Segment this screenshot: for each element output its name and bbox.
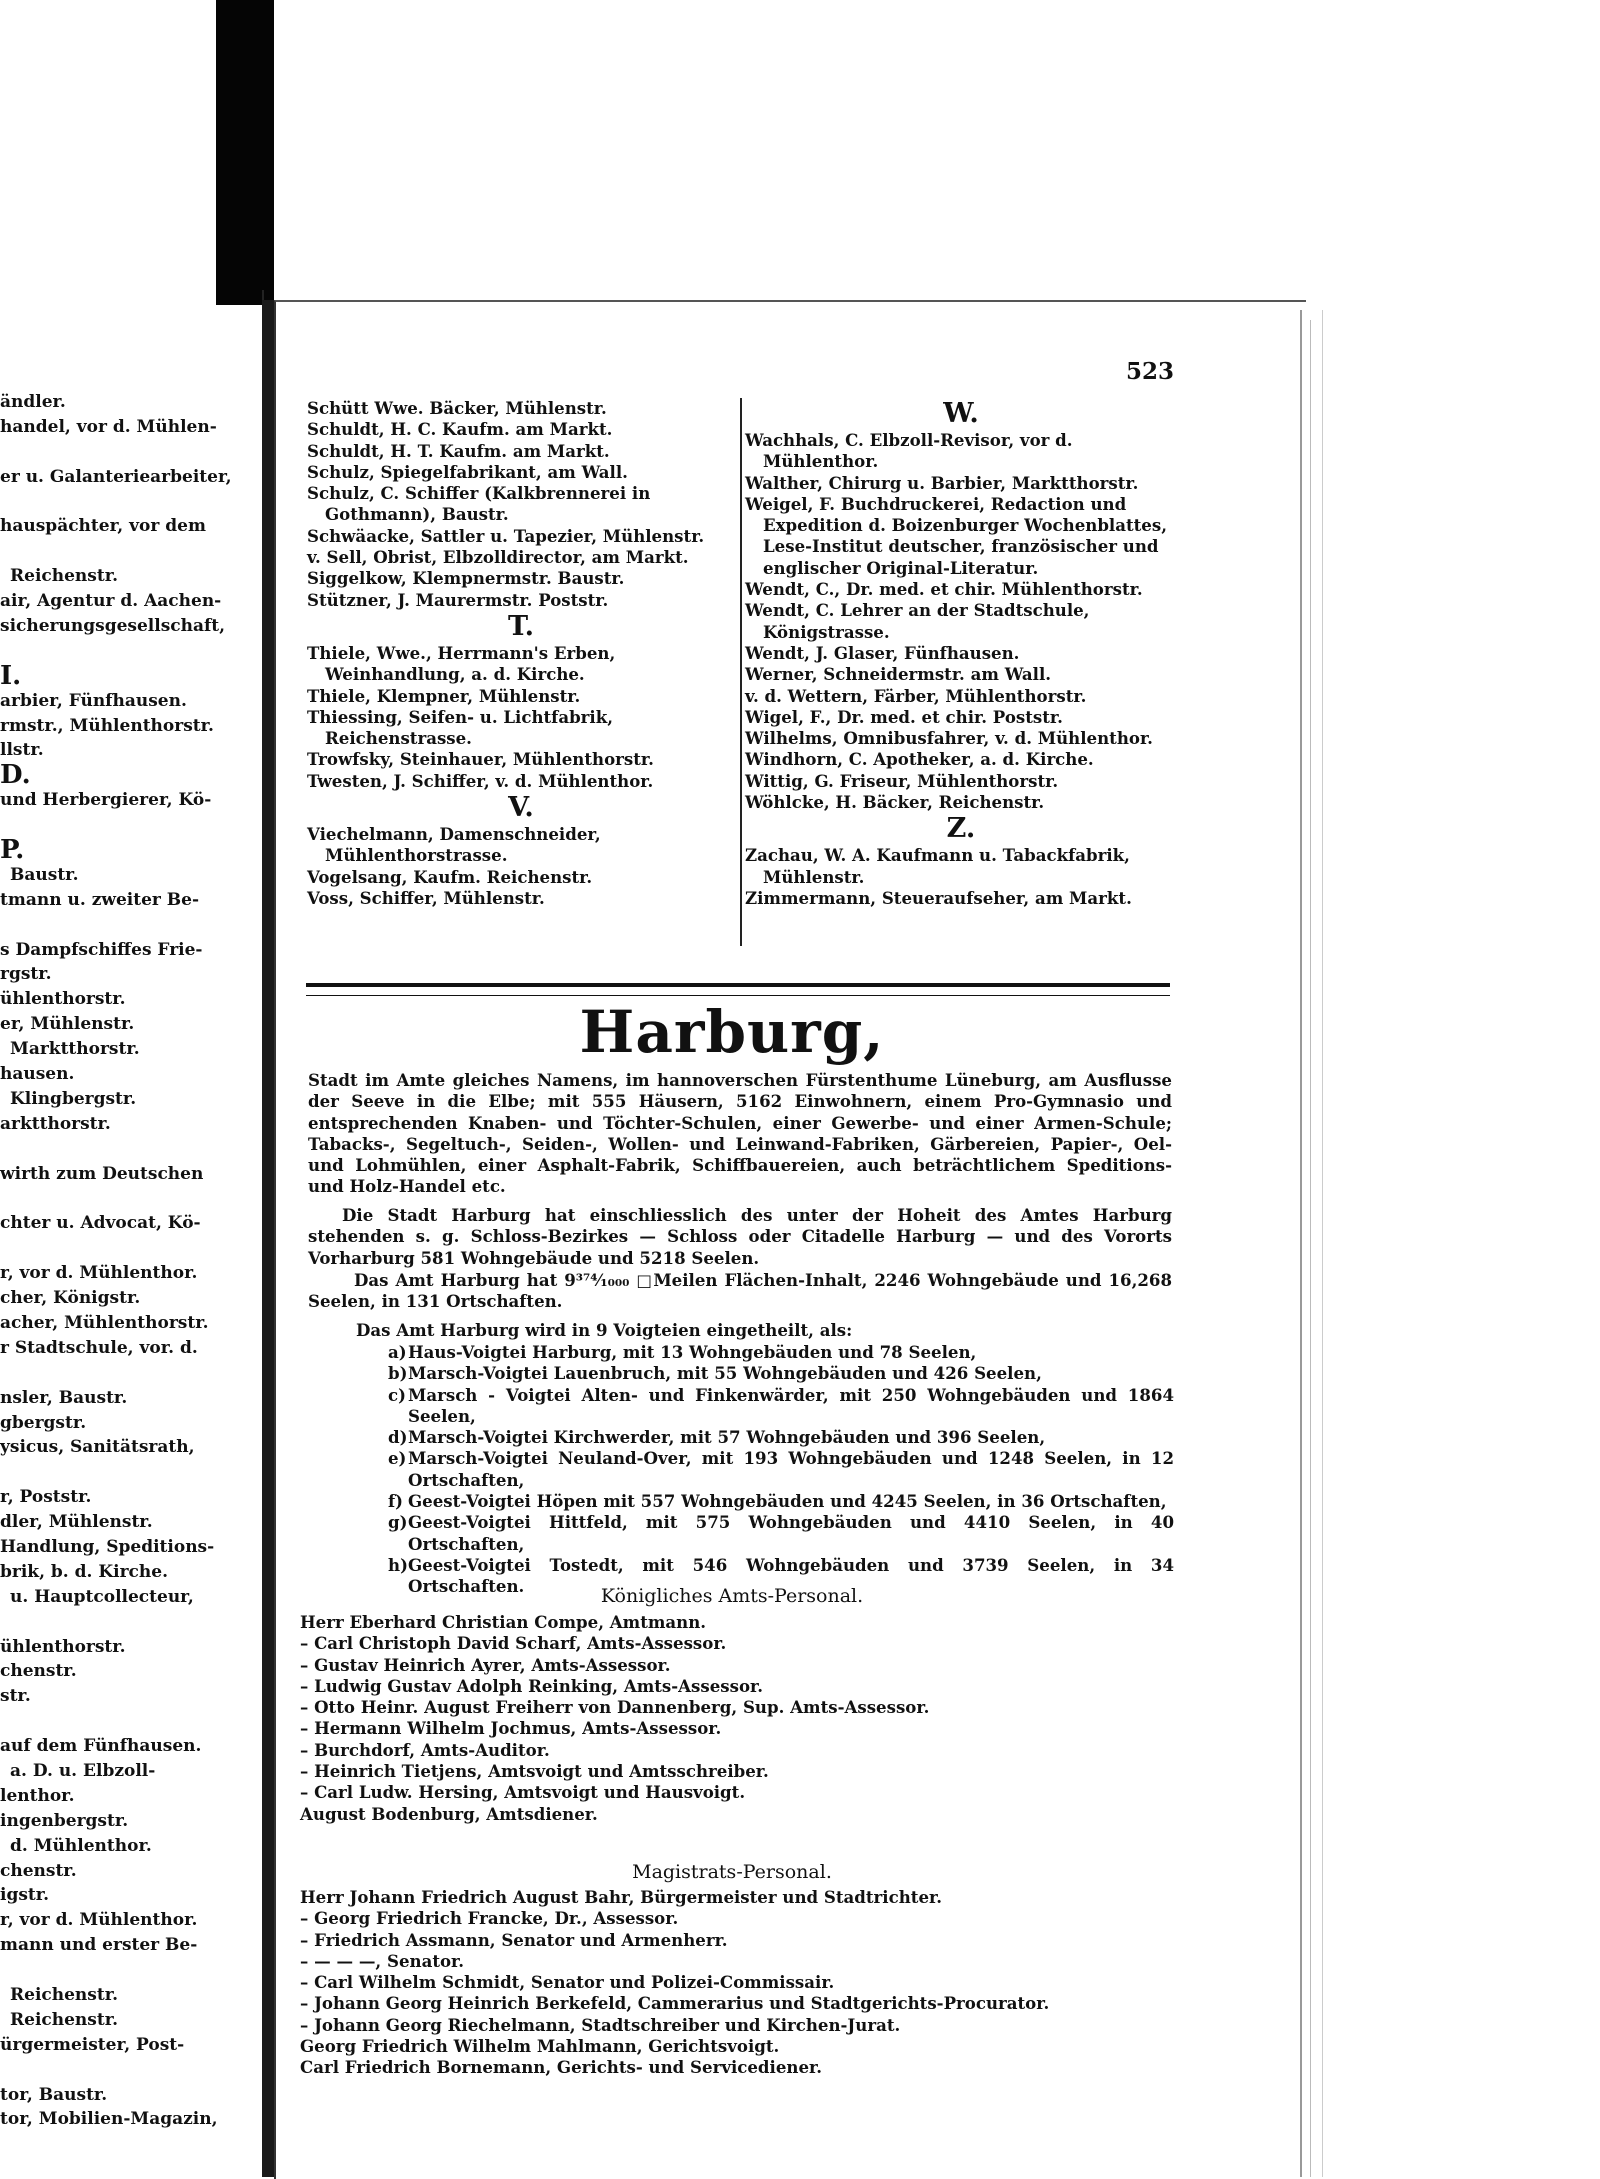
left-page-line: auf dem Fünfhausen. (0, 1736, 202, 1757)
left-page-line: chenstr. (0, 1860, 77, 1881)
left-page-line: chenstr. (0, 1661, 77, 1682)
personnel-entry: August Bodenburg, Amtsdiener. (300, 1803, 598, 1824)
letter-heading-z: Z. (946, 813, 976, 845)
section-rule (306, 983, 1170, 996)
magistrat-personal-list (300, 1887, 1200, 2079)
left-page-line: r, vor d. Mühlenthor. (0, 1263, 198, 1284)
left-page-line: arktthorstr. (0, 1113, 111, 1134)
page-edges-inner (1310, 320, 1319, 2177)
directory-entry: Trowfsky, Steinhauer, Mühlenthorstr. (307, 749, 654, 770)
left-page-line (0, 440, 262, 465)
voigtei-text: Haus-Voigtei Harburg, mit 13 Wohngebäuden und 78 Seelen, (408, 1342, 977, 1362)
left-page-line: ingenbergstr. (0, 1810, 129, 1831)
directory-entry: v. d. Wettern, Färber, Mühlenthorstr. (745, 685, 1087, 706)
directory-entry: Schuldt, H. T. Kaufm. am Markt. (307, 440, 610, 461)
directory-entry: Siggelkow, Klempnermstr. Baustr. (307, 568, 625, 589)
left-page-line: und Herbergierer, Kö- (0, 790, 212, 811)
left-page-line: sicherungsgesellschaft, (0, 616, 226, 637)
left-page-line (0, 1137, 262, 1162)
left-page-line: arbier, Fünfhausen. (0, 690, 187, 711)
personnel-entry: – Carl Christoph David Scharf, Amts-Assessor. (300, 1633, 727, 1654)
voigtei-item (388, 1385, 1174, 1428)
left-page-line (0, 1187, 262, 1212)
left-page-line (0, 1958, 262, 1983)
left-page-line: Marktthorstr. (10, 1039, 140, 1060)
directory-entry: Twesten, J. Schiffer, v. d. Mühlenthor. (307, 770, 654, 791)
directory-entry: v. Sell, Obrist, Elbzolldirector, am Markt. (307, 547, 689, 568)
directory-entry: Wigel, F., Dr. med. et chir. Poststr. (745, 706, 1063, 727)
voigtei-label: e) (388, 1448, 407, 1469)
personnel-entry: Carl Friedrich Bornemann, Gerichts- und Servicediener. (300, 2057, 823, 2078)
left-page-line: ysicus, Sanitätsrath, (0, 1437, 195, 1458)
left-page-line (0, 490, 262, 515)
directory-entry: Schulz, C. Schiffer (Kalkbrennerei in Gothmann), Baustr. (307, 483, 651, 525)
personnel-entry: – Gustav Heinrich Ayrer, Amts-Assessor. (300, 1654, 671, 1675)
left-page-line (0, 2132, 262, 2157)
directory-entry: Wittig, G. Friseur, Mühlenthorstr. (745, 770, 1059, 791)
left-page-line: hausen. (0, 1064, 75, 1085)
directory-entry: Viechelmann, Damenschneider, Mühlenthorstrasse. (307, 824, 601, 866)
voigtei-item (388, 1491, 1174, 1512)
voigtei-label: g) (388, 1512, 408, 1533)
left-page-line: r, Poststr. (0, 1487, 92, 1508)
voigtei-label: a) (388, 1342, 407, 1362)
voigtei-item (388, 1512, 1174, 1555)
personnel-entry: – Georg Friedrich Francke, Dr., Assessor. (300, 1908, 679, 1929)
personnel-entry: Herr Eberhard Christian Compe, Amtmann. (300, 1612, 707, 1632)
voigteien-list (388, 1342, 1174, 1598)
directory-entry: Stützner, J. Maurermstr. Poststr. (307, 589, 609, 610)
left-page-line: ühlenthorstr. (0, 989, 126, 1010)
left-page-line: air, Agentur d. Aachen- (0, 591, 222, 612)
left-page-line: str. (0, 1686, 31, 1707)
left-page-line: P. (0, 838, 25, 863)
letter-heading-v: V. (508, 792, 534, 824)
left-page-line: tor, Baustr. (0, 2084, 108, 2105)
left-page-line: gbergstr. (0, 1412, 87, 1433)
personnel-entry: Georg Friedrich Wilhelm Mahlmann, Gerichtsvoigt. (300, 2036, 780, 2057)
directory-entry: Wendt, C., Dr. med. et chir. Mühlenthorstr. (745, 579, 1143, 600)
left-page-line: Reichenstr. (10, 1985, 119, 2005)
left-page-line: s Dampfschiffes Frie- (0, 939, 203, 960)
voigtei-label: b) (388, 1363, 408, 1384)
left-page-line (0, 913, 262, 938)
amt-personal-list (300, 1612, 1200, 1825)
left-page-line (0, 1610, 262, 1635)
voigtei-item (388, 1448, 1174, 1491)
left-page-line (0, 2058, 262, 2083)
directory-entry: Schuldt, H. C. Kaufm. am Markt. (307, 419, 613, 440)
personnel-entry: – — — —, Senator. (300, 1950, 465, 1971)
left-page-line: dler, Mühlenstr. (0, 1512, 153, 1533)
left-page-line: Handlung, Speditions- (0, 1536, 215, 1557)
left-page-line (0, 1709, 262, 1734)
left-page-line: d. Mühlenthor. (10, 1835, 152, 1856)
amt-personal-heading: Königliches Amts-Personal. (600, 1585, 864, 1607)
left-page-line: tmann u. zweiter Be- (0, 889, 200, 910)
left-page-line: ühlenthorstr. (0, 1636, 126, 1657)
left-page-line: ändler. (0, 392, 66, 412)
left-page-line: I. (0, 663, 22, 689)
left-page-line (0, 1236, 262, 1261)
left-page-line: Reichenstr. (10, 566, 119, 587)
directory-entry: Wöhlcke, H. Bäcker, Reichenstr. (745, 792, 1045, 813)
left-page-text (0, 390, 262, 2157)
personnel-entry: Herr Johann Friedrich August Bahr, Bürgermeister und Stadtrichter. (300, 1887, 942, 1907)
voigtei-text: Marsch-Voigtei Lauenbruch, mit 55 Wohngebäuden und 426 Seelen, (408, 1363, 1042, 1384)
voigtei-item (388, 1363, 1174, 1384)
left-page-line: brik, b. d. Kirche. (0, 1561, 168, 1582)
directory-entry: Weigel, F. Buchdruckerei, Redaction und Expedition d. Boizenburger Wochenblattes, Lese-Institut deutscher, französischer und englischer Original-Literatur. (745, 493, 1167, 578)
entries-z (745, 845, 1177, 909)
left-page-line: chter u. Advocat, Kö- (0, 1213, 201, 1234)
left-page-line: r Stadtschule, vor. d. (0, 1337, 198, 1358)
left-page-line: igstr. (0, 1885, 50, 1906)
personnel-entry: – Otto Heinr. August Freiherr von Dannenberg, Sup. Amts-Assessor. (300, 1697, 930, 1718)
left-page (0, 290, 264, 2177)
directory-entry: Zimmermann, Steueraufseher, am Markt. (745, 887, 1132, 908)
left-page-line: ürgermeister, Post- (0, 2034, 185, 2055)
directory-entry: Schütt Wwe. Bäcker, Mühlenstr. (307, 398, 607, 418)
page-number: 523 (1126, 358, 1175, 385)
left-page-line (0, 1460, 262, 1485)
left-page-line: D. (0, 763, 31, 789)
personnel-entry: – Carl Wilhelm Schmidt, Senator und Polizei-Commissair. (300, 1972, 835, 1993)
left-page-line: er u. Galanteriearbeiter, (0, 466, 232, 487)
directory-entry: Schwäacke, Sattler u. Tapezier, Mühlenstr. (307, 525, 705, 546)
left-page-line: er, Mühlenstr. (0, 1014, 135, 1035)
left-page-line (0, 813, 262, 838)
left-page-line: cher, Königstr. (0, 1288, 141, 1309)
left-page-line: hauspächter, vor dem (0, 516, 206, 537)
directory-entry: Wilhelms, Omnibusfahrer, v. d. Mühlenthor. (745, 728, 1153, 749)
voigtei-item (388, 1342, 1174, 1363)
left-page-line: acher, Mühlenthorstr. (0, 1312, 209, 1333)
directory-entry: Thiele, Wwe., Herrmann's Erben, Weinhandlung, a. d. Kirche. (307, 642, 616, 685)
voigtei-text: Marsch-Voigtei Neuland-Over, mit 193 Wohngebäuden und 1248 Seelen, in 12 Ortschaften, (408, 1448, 1174, 1490)
left-page-line: tor, Mobilien-Magazin, (0, 2109, 218, 2130)
magistrat-personal-heading: Magistrats-Personal. (632, 1861, 832, 1883)
left-page-line (0, 1361, 262, 1386)
personnel-entry: – Carl Ludw. Hersing, Amtsvoigt und Hausvoigt. (300, 1782, 746, 1803)
directory-column-a (307, 398, 735, 909)
entries-s (307, 398, 735, 611)
column-divider (740, 398, 742, 946)
personnel-entry: – Heinrich Tietjens, Amtsvoigt und Amtsschreiber. (300, 1761, 769, 1782)
personnel-entry: – Johann Georg Riechelmann, Stadtschreiber und Kirchen-Jurat. (300, 2014, 901, 2035)
directory-entry: Schulz, Spiegelfabrikant, am Wall. (307, 461, 628, 482)
harburg-description: Stadt im Amte gleiches Namens, im hannoverschen Fürstenthume Lüneburg, am Ausflusse der Seeve in die Elbe; mit 555 Häusern, 5162 Einwohnern, einem Pro-Gymnasio und entsprechenden Knaben- und Töchter-Schulen, einer Gewerbe- und einer Armen-Schule; Tabacks-, Segeltuch-, Seiden-, Wollen- und Leinwand-Fabriken, Gärbereien, Papier-, Oel- und Lohmühlen, einer Asphalt-Fabrik, Schiffbauereien, auch beträchtlichem Speditions- und Holz-Handel etc. (308, 1070, 1172, 1197)
left-page-line: Baustr. (10, 864, 79, 885)
voigtei-text: Geest-Voigtei Tostedt, mit 546 Wohngebäuden und 3739 Seelen, in 34 Ortschaften. (408, 1554, 1174, 1597)
left-page-line: llstr. (0, 740, 44, 761)
left-page-line (0, 639, 262, 664)
directory-entry: Walther, Chirurg u. Barbier, Marktthorstr. (745, 472, 1139, 493)
left-page-line: r, vor d. Mühlenthor. (0, 1910, 198, 1931)
personnel-entry: – Ludwig Gustav Adolph Reinking, Amts-Assessor. (300, 1675, 764, 1696)
personnel-entry: – Hermann Wilhelm Jochmus, Amts-Assessor. (300, 1718, 722, 1739)
directory-entry: Vogelsang, Kaufm. Reichenstr. (307, 866, 593, 887)
directory-entry: Thiessing, Seifen- u. Lichtfabrik, Reichenstrasse. (307, 706, 613, 749)
left-page-line: a. D. u. Elbzoll- (10, 1760, 156, 1781)
entries-v (307, 824, 735, 909)
left-page-line: Reichenstr. (10, 2009, 119, 2030)
directory-entry: Wendt, C. Lehrer an der Stadtschule, Königstrasse. (745, 600, 1090, 642)
voigtei-text: Marsch-Voigtei Kirchwerder, mit 57 Wohngebäuden und 396 Seelen, (408, 1427, 1046, 1448)
left-page-line: rmstr., Mühlenthorstr. (0, 715, 214, 736)
directory-entry: Windhorn, C. Apotheker, a. d. Kirche. (745, 749, 1094, 770)
entries-t (307, 643, 735, 792)
directory-entry: Zachau, W. A. Kaufmann u. Tabackfabrik, Mühlenstr. (745, 845, 1130, 887)
directory-entry: Voss, Schiffer, Mühlenstr. (307, 887, 545, 908)
voigtei-label: d) (388, 1427, 408, 1448)
left-page-line: nsler, Baustr. (0, 1387, 128, 1408)
voigtei-label: h) (388, 1554, 408, 1575)
voigtei-text: Geest-Voigtei Höpen mit 557 Wohngebäuden und 4245 Seelen, in 36 Ortschaften, (408, 1491, 1167, 1512)
book-gutter (262, 300, 274, 2177)
directory-entry: Thiele, Klempner, Mühlenstr. (307, 685, 581, 706)
harburg-amt-paragraph: Das Amt Harburg hat 9³⁷⁴⁄₁₀₀₀ □Meilen Flächen-Inhalt, 2246 Wohngebäude und 16,268 Seelen, in 131 Ortschaften. (308, 1270, 1172, 1312)
voigtei-text: Marsch - Voigtei Alten- und Finkenwärder, mit 250 Wohngebäuden und 1864 Seelen, (408, 1384, 1174, 1426)
directory-entry: Wachhals, C. Elbzoll-Revisor, vor d. Mühlenthor. (745, 430, 1073, 472)
left-page-line: wirth zum Deutschen (0, 1163, 204, 1184)
left-page-line: u. Hauptcollecteur, (10, 1586, 194, 1607)
left-page-line: mann und erster Be- (0, 1935, 198, 1956)
binding-shadow (216, 0, 274, 305)
left-page-line: lenthor. (0, 1785, 75, 1806)
voigteien-intro: Das Amt Harburg wird in 9 Voigteien eingetheilt, als: (356, 1320, 853, 1340)
voigtei-label: c) (388, 1384, 406, 1405)
personnel-entry: – Johann Georg Heinrich Berkefeld, Cammerarius und Stadtgerichts-Procurator. (300, 1993, 1050, 2014)
left-page-line (0, 539, 262, 564)
personnel-entry: – Burchdorf, Amts-Auditor. (300, 1739, 550, 1760)
voigtei-label: f) (388, 1491, 403, 1512)
harburg-title: Harburg, (579, 998, 885, 1066)
left-page-line: handel, vor d. Mühlen- (0, 416, 217, 437)
directory-entry: Werner, Schneidermstr. am Wall. (745, 664, 1052, 685)
personnel-entry: – Friedrich Assmann, Senator und Armenherr. (300, 1929, 728, 1950)
entries-w (745, 430, 1177, 813)
left-page-line: rgstr. (0, 964, 52, 985)
voigtei-item (388, 1427, 1174, 1448)
letter-heading-w: W. (943, 398, 979, 429)
left-page-line: Klingbergstr. (10, 1088, 137, 1109)
letter-heading-t: T. (507, 610, 534, 642)
voigtei-text: Geest-Voigtei Hittfeld, mit 575 Wohngebäuden und 4410 Seelen, in 40 Ortschaften, (408, 1512, 1174, 1554)
harburg-town-paragraph: Die Stadt Harburg hat einschliesslich des unter der Hoheit des Amtes Harburg stehenden s. g. Schloss-Bezirkes — Schloss oder Citadelle Harburg — und des Vororts Vorharburg 581 Wohngebäude und 5218 Seelen. (308, 1205, 1172, 1268)
directory-entry: Wendt, J. Glaser, Fünfhausen. (745, 642, 1020, 663)
directory-column-b (745, 398, 1177, 909)
